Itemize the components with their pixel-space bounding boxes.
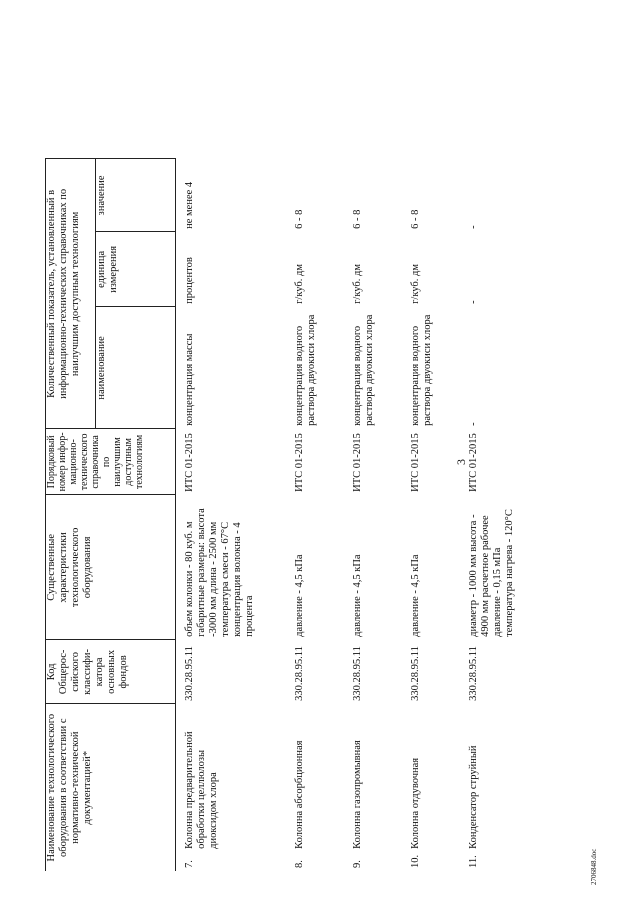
header-indicator-unit: единица измерения bbox=[96, 232, 176, 307]
row-equipment-name: Колонна абсорбционная bbox=[293, 740, 305, 849]
row-indicator-name: концентрация водного раствора двуокиси хлора bbox=[409, 314, 433, 426]
row-number: 10. bbox=[409, 854, 421, 868]
row-indicator-name: концентрация водного раствора двуокиси хлора bbox=[351, 314, 375, 426]
row-unit: - bbox=[467, 300, 479, 304]
row-value: 6 - 8 bbox=[293, 209, 305, 229]
row-number: 9. bbox=[351, 860, 363, 868]
row-unit: г/куб. дм bbox=[351, 264, 363, 304]
row-number: 7. bbox=[184, 860, 195, 868]
row-characteristics: давление - 4,5 кПа bbox=[293, 554, 305, 637]
header-code: Код Общерос-сийского классифи-катора основных фондов bbox=[46, 640, 176, 704]
row-its: ИТС 01-2015 bbox=[409, 433, 421, 492]
table-row bbox=[468, 159, 558, 871]
table-row bbox=[352, 159, 410, 871]
row-unit: г/куб. дм bbox=[293, 264, 305, 304]
equipment-table bbox=[45, 158, 558, 871]
row-value: 6 - 8 bbox=[409, 209, 421, 229]
row-characteristics: давление - 4,5 кПа bbox=[409, 554, 421, 637]
header-name: Наименование технологического оборудования в соответствии с нормативно-технической документацией* bbox=[46, 704, 176, 871]
table-row bbox=[176, 159, 294, 871]
row-number: 8. bbox=[293, 860, 305, 868]
table-row bbox=[294, 159, 352, 871]
row-indicator-name: концентрация массы bbox=[184, 333, 195, 426]
row-equipment-name: Конденсатор струйный bbox=[467, 745, 479, 849]
row-equipment-name: Колонна отдувочная bbox=[409, 757, 421, 849]
header-characteristics: Существенные характеристики технологического оборудования bbox=[46, 495, 176, 640]
row-equipment-name: Колонна газопромывная bbox=[351, 740, 363, 849]
row-characteristics: давление - 4,5 кПа bbox=[351, 554, 363, 637]
row-code: 330.28.95.11 bbox=[351, 646, 363, 701]
row-code: 330.28.95.11 bbox=[293, 646, 305, 701]
header-indicator: Количественный показатель, установленный в информационно-технических справочниках по наилучшим доступным технологиям bbox=[46, 159, 96, 429]
row-value: 6 - 8 bbox=[351, 209, 363, 229]
row-code: 330.28.95.11 bbox=[184, 646, 195, 701]
page-number: 3 bbox=[454, 459, 468, 465]
row-its: ИТС 01-2015 bbox=[351, 433, 363, 492]
footer-filename: 2706848.doc bbox=[590, 848, 598, 885]
row-value: - bbox=[467, 225, 479, 229]
row-unit: процентов bbox=[184, 257, 195, 304]
header-indicator-name: наименование bbox=[96, 307, 176, 429]
row-its: ИТС 01-2015 bbox=[184, 433, 195, 492]
table-row bbox=[410, 159, 468, 871]
header-its-number: Порядковый номер инфор-мационно-технического справочника по наилучшим доступным технологиям bbox=[46, 429, 176, 495]
row-indicator-name: концентрация водного раствора двуокиси хлора bbox=[293, 314, 317, 426]
row-code: 330.28.95.11 bbox=[409, 646, 421, 701]
row-characteristics: объем колонки - 80 куб. м габаритные размеры: высота -3000 мм длина - 2500 мм температура смеси - 67°С концентрация волокна - 4 процента bbox=[184, 508, 255, 637]
row-characteristics: диаметр - 1000 мм высота - 4900 мм расчетное рабочее давление - 0,15 мПа температура нагрева - 120°С bbox=[467, 509, 515, 637]
row-indicator-name: - bbox=[467, 422, 479, 426]
row-its: ИТС 01-2015 bbox=[467, 433, 479, 492]
row-its: ИТС 01-2015 bbox=[293, 433, 305, 492]
header-indicator-value: значение bbox=[96, 159, 176, 232]
row-equipment-name: Колонна предварительной обработки целлюлозы диоксидом хлора bbox=[184, 731, 219, 849]
row-unit: г/куб. дм bbox=[409, 264, 421, 304]
row-code: 330.28.95.11 bbox=[467, 646, 479, 701]
row-number: 11. bbox=[467, 855, 479, 868]
row-value: не менее 4 bbox=[184, 181, 195, 229]
